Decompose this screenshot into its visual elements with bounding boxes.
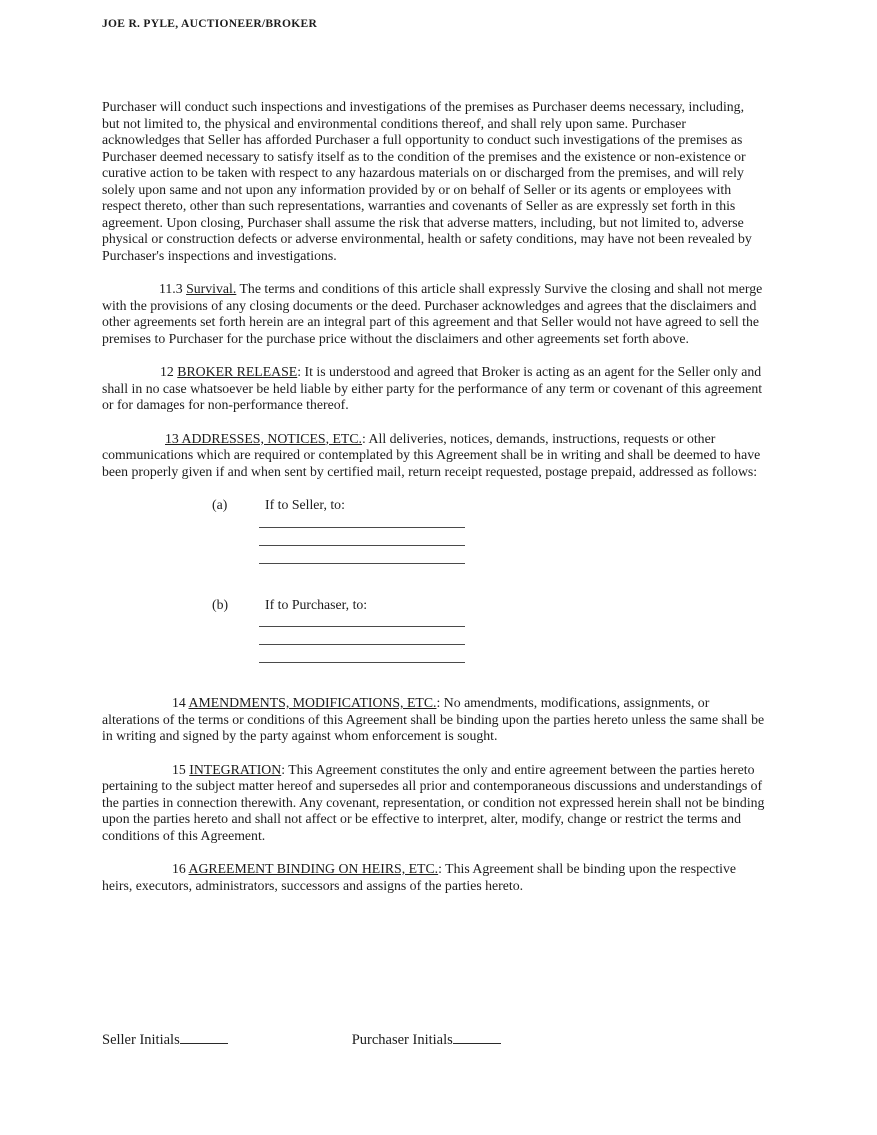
purchaser-address-blank-line-2 [259, 627, 465, 645]
section-body: : This Agreement shall be binding upon the respective heirs, executors, administrators, successors and assigns of the parties hereto. [102, 861, 736, 893]
section-body: : It is understood and agreed that Broker is acting as an agent for the Seller only and shall in no case whatsoever be held liable by either party for the performance of any term or covenant of this agreement or for damages for non-performance thereof. [102, 364, 763, 412]
section-heading: INTEGRATION [189, 761, 282, 777]
purchaser-address-lines [259, 609, 465, 663]
document-content [102, 18, 765, 911]
seller-address-lines [259, 510, 465, 564]
initials-footer [102, 1030, 765, 1049]
section-number: 11.3 [159, 281, 187, 296]
section-heading: AMENDMENTS, MODIFICATIONS, ETC. [188, 695, 437, 710]
section-number: 12 [160, 364, 178, 379]
section-15-integration [102, 762, 765, 845]
intro-paragraph: Purchaser will conduct such inspections and investigations of the premises as Purchaser deems necessary, including, but not limited to, the physical and environmental conditions thereof, and shall rely upon same. Purchaser acknowledges that Seller has afforded Purchaser a full opportunity to conduct such investigations of the premises as Purchaser deemed necessary to satisfy itself as to the condition of the premises and the existence or non-existence or curative action to be taken with respect to any hazardous materials on or discharged from the premises, and will rely solely upon same and not upon any information provided by or on behalf of Seller or its agents or employees with respect thereto, other than such representations, warranties and covenants of Seller as are expressly set forth in this agreement. Upon closing, Purchaser shall assume the risk that adverse matters, including, but not limited to, adverse physical or construction defects or adverse environmental, health or safety conditions, may have not been revealed by Purchaser's inspections and investigations. [102, 99, 752, 263]
section-body: : This Agreement constitutes the only and entire agreement between the parties hereto pertaining to the subject matter hereof and supersedes all prior and contemporaneous discussions and understandings of the parties in connection therewith. Any covenant, representation, or condition not expressed herein shall not be binding upon the parties hereto and shall not affect or be effective to interpret, alter, modify, change or restrict the terms and conditions of this Agreement. [102, 761, 765, 843]
section-11-3-survival [102, 281, 765, 347]
section-number: 15 [172, 761, 190, 777]
address-item-letter: (a) [212, 497, 228, 512]
seller-address-blank-line-2 [259, 528, 465, 546]
purchaser-initials-blank-line [453, 1030, 501, 1044]
address-item-label: If to Seller, to: [265, 497, 345, 512]
address-item-label: If to Purchaser, to: [265, 596, 368, 612]
section-body: The terms and conditions of this article shall expressly Survive the closing and shall not merge with the provisions of any closing documents or the deed. Purchaser acknowledges and agrees that the disclaimers and other agreements set forth herein are an integral part of this agreement and that Seller would not have agreed to sell the premises to Purchaser for the purchase price without the disclaimers and other agreements set forth above. [102, 281, 763, 346]
section-14-amendments [102, 695, 765, 745]
seller-initials-label: Seller Initials [102, 1032, 180, 1048]
section-body: : No amendments, modifications, assignments, or alterations of the terms or conditions of this Agreement shall be binding upon the parties hereto unless the same shall be in writing and signed by the party against whom enforcement is sought. [102, 695, 765, 743]
section-heading: 13 ADDRESSES, NOTICES, ETC. [165, 430, 363, 446]
section-body: : All deliveries, notices, demands, instructions, requests or other communications which are required or contemplated by this Agreement shall be in writing and shall be deemed to have been properly given if and when sent by certified mail, return receipt requested, postage prepaid, addressed as follows: [102, 430, 761, 479]
purchaser-initials-label: Purchaser Initials [351, 1032, 453, 1048]
section-16-binding-on-heirs [102, 861, 765, 894]
section-heading: Survival. [186, 281, 237, 296]
address-item-letter: (b) [212, 596, 229, 612]
section-13-addresses-notices [102, 431, 765, 481]
seller-address-blank-line-3 [259, 546, 465, 564]
section-heading: BROKER RELEASE [177, 364, 298, 379]
section-number: 14 [172, 695, 189, 710]
purchaser-address-blank-line-3 [259, 645, 465, 663]
section-12-broker-release [102, 364, 765, 414]
seller-initials-blank-line [180, 1030, 228, 1044]
document-header: JOE R. PYLE, AUCTIONEER/BROKER [102, 18, 318, 30]
section-number: 16 [172, 861, 189, 876]
section-heading: AGREEMENT BINDING ON HEIRS, ETC. [188, 861, 439, 876]
